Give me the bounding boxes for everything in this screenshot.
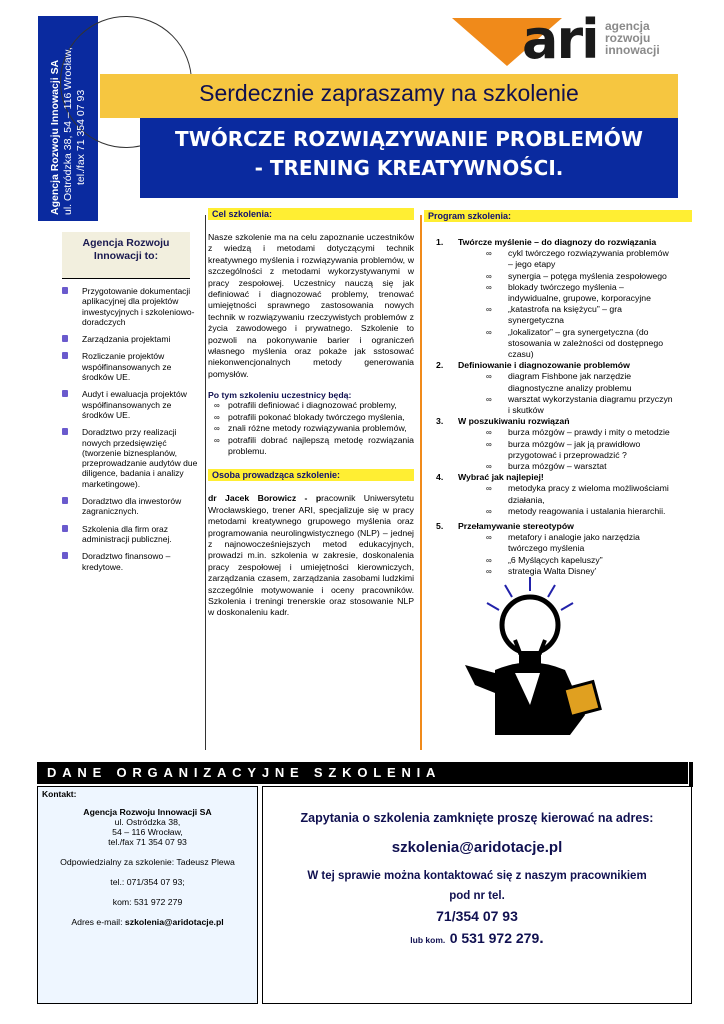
divider [689, 762, 693, 787]
list-item: ∞ „6 Myślących kapeluszy” [458, 555, 674, 566]
inquiry-email-link[interactable]: szkolenia@aridotacje.pl [391, 839, 563, 856]
section-title: Przełamywanie stereotypów [458, 521, 574, 532]
contact-label: Kontakt: [42, 789, 77, 799]
organization-bar: DANE ORGANIZACYJNE SZKOLENIA [37, 762, 688, 784]
goal-text: Nasze szkolenie ma na celu zapoznanie uczestników z wiedzą i metodami dotyczącymi technik kreatywnego myślenia i rozwiązywania problemów, w szczególności z metodami wykorzystywanymi w pracy zespołowej. Uczestnicy nauczą się jak definiować i diagnozować problemy, trenować umiejętności sprawnego zastosowania nowych technik w rozwiązywaniu rzeczywistych problemów z życia zawodowego i prywatnego. Szkolenie to pozwoli na pokonywanie barier i ograniczeń własnego myślenia oraz pokaże jak sstosować niekonwencjonalnych metody generowania pomysłów. [208, 232, 414, 379]
program-section [428, 360, 674, 416]
contact-responsible: Odpowiedzialny za szkolenie: Tadeusz Plewa [60, 857, 235, 867]
lightbulb-man-illustration [455, 575, 615, 740]
list-item: ∞ metody reagowania i ustalania hierarchii. [458, 506, 674, 517]
divider [62, 278, 190, 279]
list-item: ∞ synergia – potęga myślenia zespołowego [458, 271, 674, 282]
list-item: ∞ warsztat wykorzystania diagramu przyczyn i skutków [458, 394, 674, 416]
sidebar-address: ul. Ostródzka 38, 54 – 116 Wrocław, [61, 47, 74, 215]
section-number: 1. [436, 237, 444, 247]
under-tel: pod nr tel. [449, 890, 505, 902]
contact-line: W tej sprawie można kontaktować się z naszym pracownikiem [307, 870, 647, 882]
logo-sub1: agencja [605, 19, 650, 33]
trainer-text [208, 493, 414, 618]
list-item: ∞ znali różne metody rozwiązywania problemów, [208, 423, 414, 434]
list-item: ∞ „katastrofa na księżycu” – gra synergetyczna [458, 304, 674, 326]
contact-street: ul. Ostródzka 38, [114, 817, 181, 827]
trainer-name: dr Jacek Borowicz - p [208, 493, 322, 504]
logo-sub3: innowacji [605, 43, 660, 57]
list-item: ∞ burza mózgów – jak ją prawidłowo przygotować i przeprowadzić ? [458, 439, 674, 461]
sidebar-company: Agencja Rozwoju Innowacji SA [48, 59, 61, 215]
list-item: ∞ cykl twórczego rozwiązywania problemów – jego etapy [458, 248, 674, 270]
logo-brand: ari [522, 8, 598, 71]
contact-city: 54 – 116 Wrocław, [112, 827, 183, 837]
list-item: ∞ potrafili definiować i diagnozować problemy, [208, 400, 414, 411]
after-header: Po tym szkoleniu uczestnicy będą: [208, 390, 352, 401]
list-item: Doradztwo przy realizacji nowych przedsięwzięć (tworzenie biznesplanów, przeprowadzanie audytów due diligence, badania i analizy marketingowe). [60, 427, 200, 489]
training-title-line1: TWÓRCZE ROZWIĄZYWANIE PROBLEMÓW [175, 127, 643, 151]
contact-phone: tel./fax 71 354 07 93 [108, 837, 187, 847]
sidebar-text [38, 16, 98, 221]
list-item: ∞ potrafili dobrać najlepszą metodę rozwiązania problemu. [208, 435, 414, 458]
email-label: Adres e-mail: [71, 917, 123, 927]
trainer-header: Osoba prowadząca szkolenie: [208, 469, 414, 481]
middle-column [208, 208, 414, 619]
inquiry-box [262, 786, 692, 1004]
program-section [428, 237, 674, 360]
list-item: ∞ diagram Fishbone jak narzędzie diagnostyczne analizy problemu [458, 371, 674, 393]
training-title-line2: - TRENING KREATYWNOŚCI. [254, 156, 564, 180]
contact-company: Agencja Rozwoju Innowacji SA [83, 807, 212, 817]
or-mobile-label: lub kom. [410, 935, 446, 945]
program-list [428, 237, 674, 577]
list-item: ∞ blokady twórczego myślenia – indywidualne, grupowe, korporacyjne [458, 282, 674, 304]
logo-sub2: rozwoju [605, 31, 651, 45]
email-link[interactable]: szkolenia@aridotacje.pl [124, 917, 224, 927]
logo-subtitle [605, 20, 660, 56]
list-item: ∞ metodyka pracy z wieloma możliwościami działania, [458, 483, 674, 505]
ari-logo [452, 8, 682, 74]
section-number: 5. [436, 521, 444, 532]
program-section [428, 472, 674, 517]
list-item: Przygotowanie dokumentacji aplikacyjnej dla projektów inwestycyjnych i szkoleniowo-doradczych [60, 286, 200, 327]
divider [420, 215, 422, 750]
list-item: Doradztwo dla inwestorów zagranicznych. [60, 496, 200, 517]
list-item: Zarządzania projektami [60, 334, 200, 344]
list-item: Audyt i ewaluacja projektów współfinansowanych ze środków UE. [60, 389, 200, 420]
divider [205, 215, 206, 750]
list-item: Rozliczanie projektów współfinansowanych ze środków UE. [60, 351, 200, 382]
list-item: ∞ „lokalizator” – gra synergetyczna (do stosowania w zależności od dostępnego czasu) [458, 327, 674, 361]
left-box-title: Agencja Rozwoju Innowacji to: [62, 232, 190, 278]
contact-email-row [38, 917, 257, 927]
big-mobile: 0 531 972 279 [449, 930, 540, 946]
section-title: Twórcze myślenie – do diagnozy do rozwiązania [458, 237, 657, 247]
sidebar-phone: tel./fax 71 354 07 93 [74, 89, 87, 185]
contact-tel: tel.: 071/354 07 93; [110, 877, 185, 887]
training-title [140, 125, 678, 183]
list-item: ∞ metafory i analogie jako narzędzia twórczego myślenia [458, 532, 674, 554]
section-title: Definiowanie i diagnozowanie problemów [458, 360, 630, 371]
services-list [60, 286, 200, 579]
list-item: Doradztwo finansowo – kredytowe. [60, 551, 200, 572]
big-phone: 71/354 07 93 [436, 908, 518, 924]
section-number: 3. [436, 416, 444, 427]
section-number: 4. [436, 472, 444, 483]
list-item: ∞ strategia Walta Disney’ [458, 566, 674, 577]
after-list [208, 400, 414, 457]
contact-mobile: kom: 531 972 279 [112, 897, 183, 907]
inquiry-text: Zapytania o szkolenia zamknięte proszę kierować na adres: [300, 811, 654, 825]
trainer-bio: racownik Uniwersytetu Wrocławskiego, trener ARI, specjalizuje się w pracy metodami kreatywnego grupowego myślenia oraz programowania neurolingwistycznego (NLP) – jednej z najnowocześniejszych metod edukacyjnych, prowadzi m.in. szkolenia w zakresie, doskonalenia pracy zespołowej i umiejętności kierowniczych, zarządzania czasem, zarządzania zasobami ludzkimi szczególnie motywowanie i oceny pracowników. Szkolenia i treningi trenerskie oraz stosowanie NLP w doskonaleniu kadr. [208, 493, 414, 618]
section-title: Wybrać jak najlepiej! [458, 472, 544, 483]
program-section [428, 416, 674, 472]
contact-box [37, 786, 258, 1004]
invite-title: Serdecznie zapraszamy na szkolenie [199, 80, 579, 106]
section-title: W poszukiwaniu rozwiązań [458, 416, 570, 427]
section-number: 2. [436, 360, 444, 371]
goal-header: Cel szkolenia: [208, 208, 414, 220]
list-item: Szkolenia dla firm oraz administracji publicznej. [60, 524, 200, 545]
list-item: ∞ burza mózgów – warsztat [458, 461, 674, 472]
mobile-dot: . [539, 930, 544, 947]
program-header: Program szkolenia: [424, 210, 692, 222]
program-section [428, 521, 674, 577]
list-item: ∞ potrafili pokonać blokady twórczego myślenia, [208, 412, 414, 423]
mobile-row [263, 930, 691, 948]
list-item: ∞ burza mózgów – prawdy i mity o metodzie [458, 427, 674, 438]
